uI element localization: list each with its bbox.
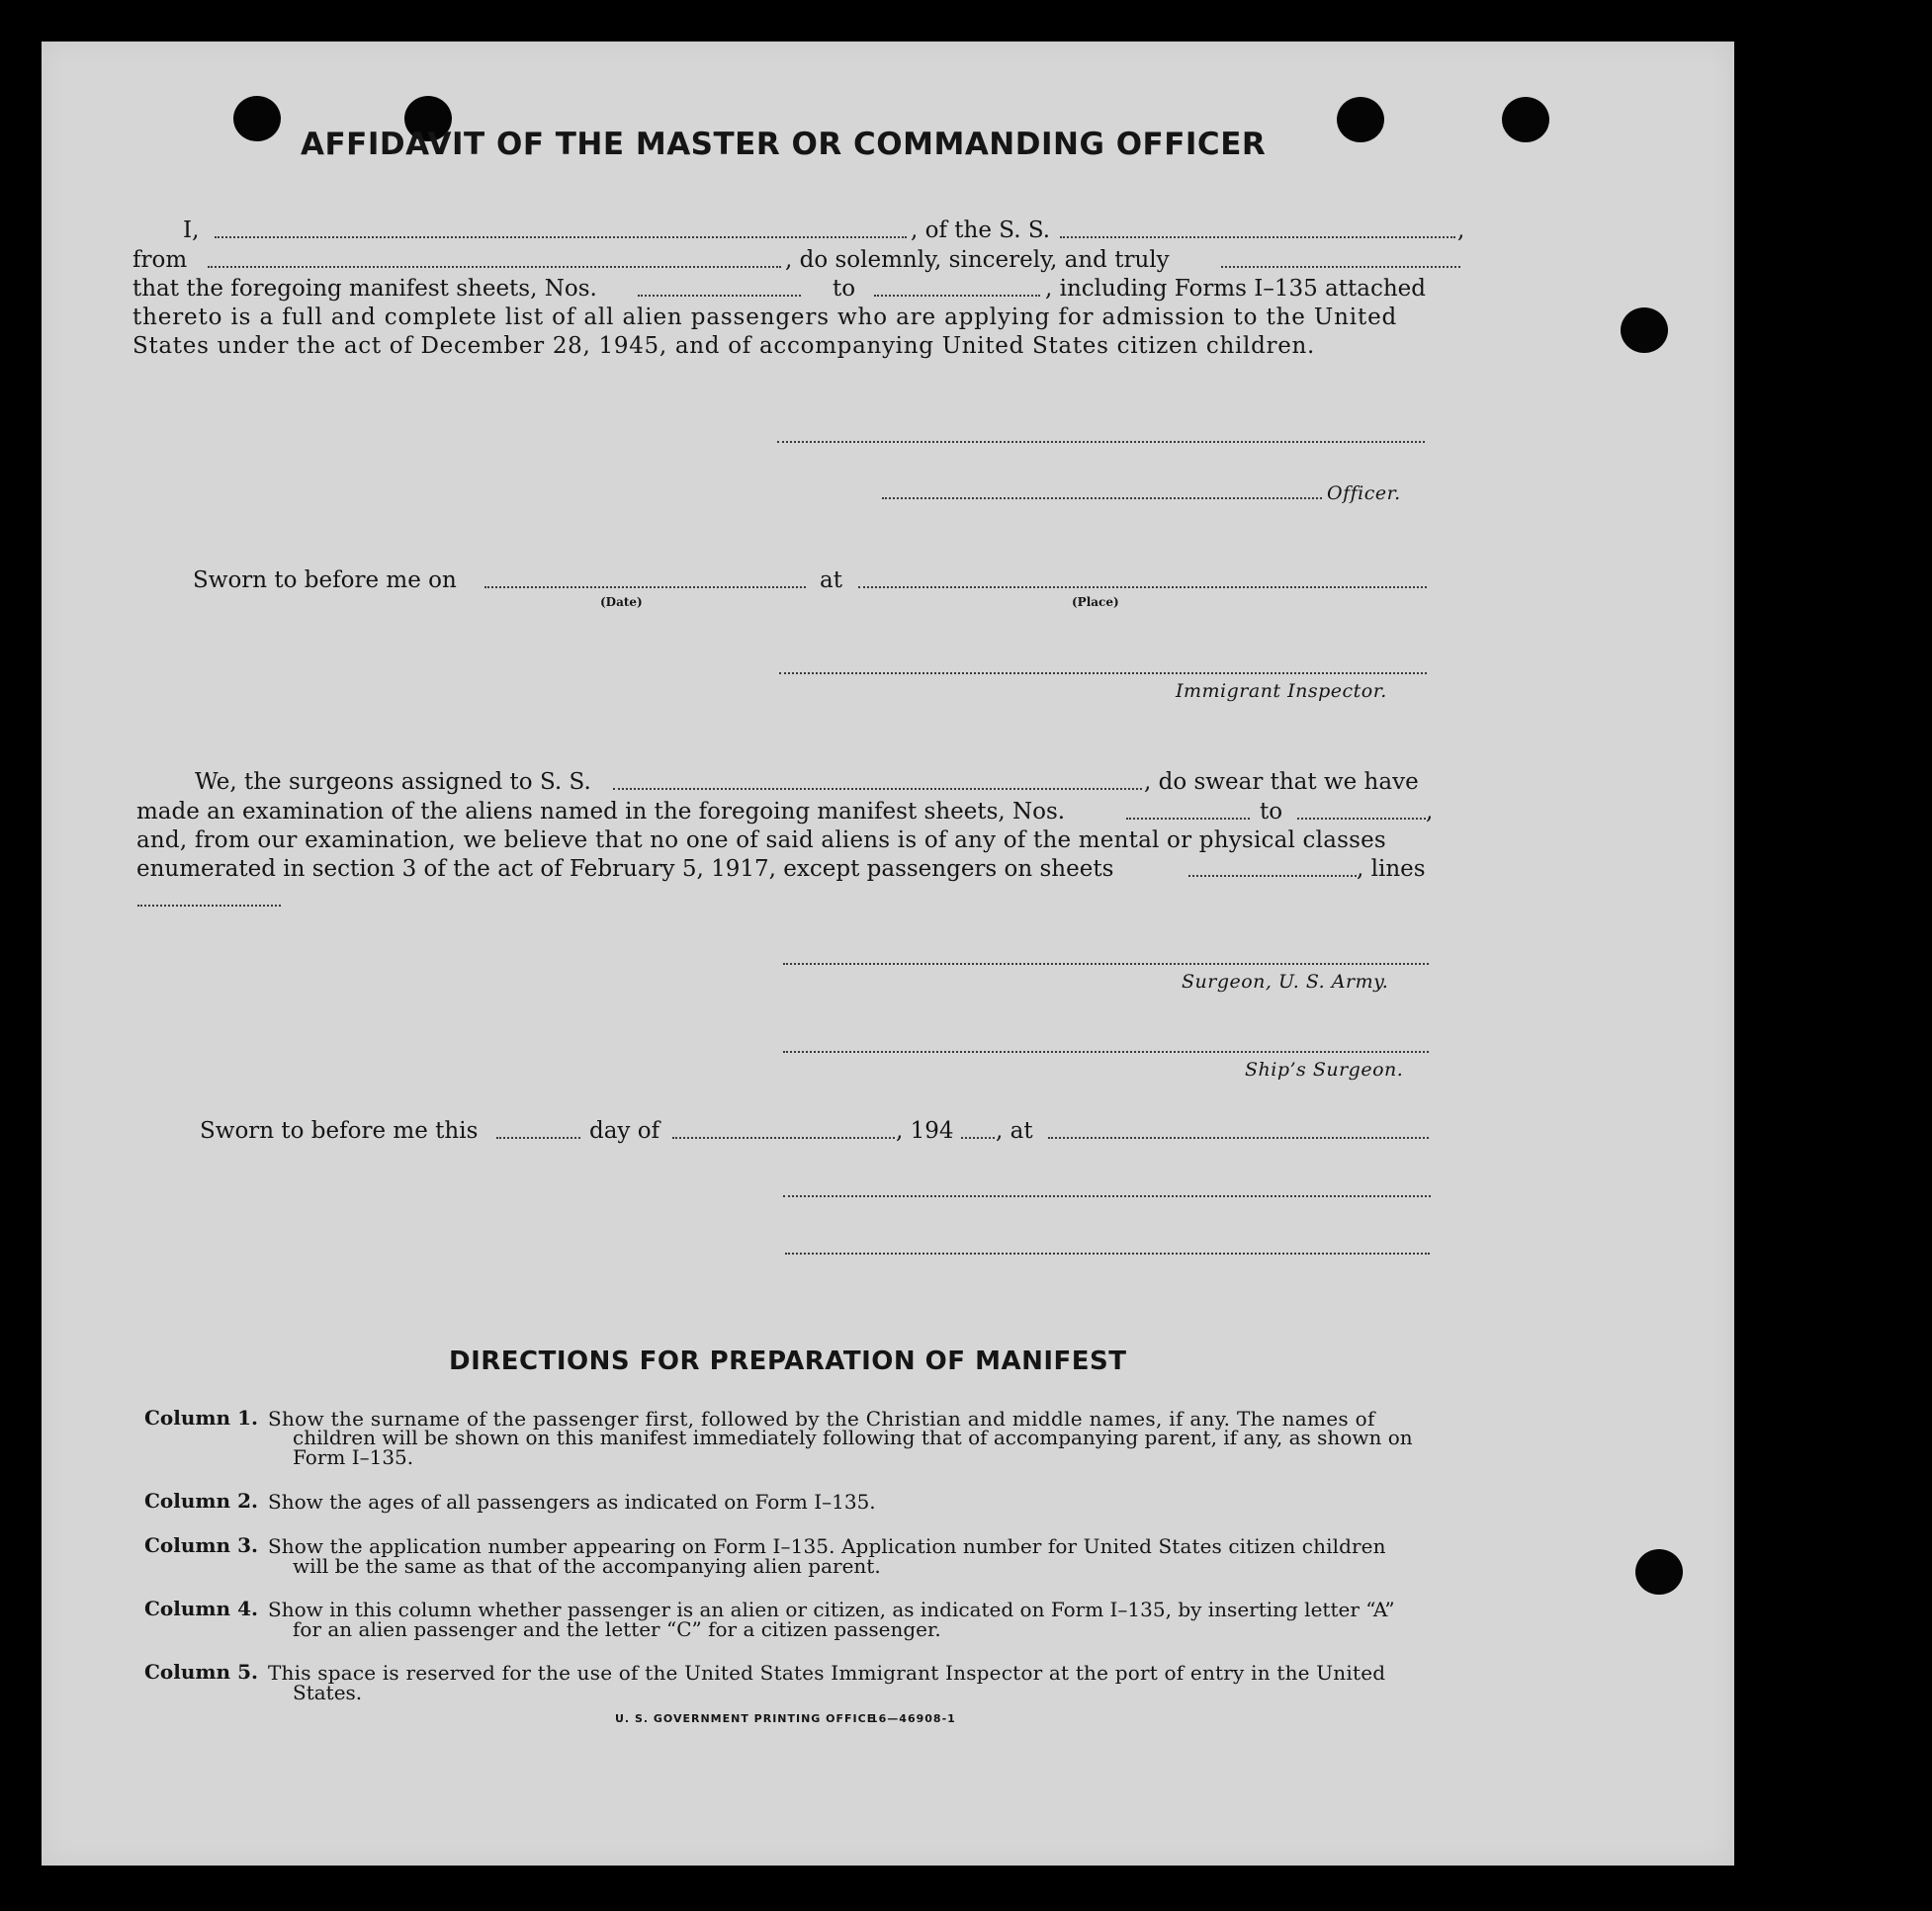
text-at: at: [820, 567, 842, 593]
form-sheet: [42, 42, 1734, 1866]
blank-sworn-date[interactable]: [484, 586, 806, 588]
text-to: to: [833, 276, 856, 302]
blank-exam-sheets-to[interactable]: [1297, 818, 1426, 820]
text-no-aliens: and, from our examination, we believe that no one of said aliens is of any of the mental or physical classes: [136, 827, 1386, 853]
ship-surgeon-signature-line[interactable]: [783, 1051, 1429, 1053]
official-signature-line[interactable]: [783, 1195, 1431, 1197]
column-5-cont: States.: [293, 1681, 363, 1704]
text-day-of: day of: [589, 1118, 660, 1144]
column-1-cont: children will be shown on this manifest immediately following that of accompanying parent, if any, as shown on Form I–135.: [293, 1426, 1413, 1469]
official-title-line[interactable]: [785, 1253, 1430, 1255]
blank-master-name[interactable]: [215, 236, 907, 238]
text-foregoing-sheets: that the foregoing manifest sheets, Nos.: [132, 276, 597, 302]
text-sworn-on: Sworn to before me on: [193, 567, 457, 593]
column-5-label: Column 5.: [144, 1660, 258, 1684]
text-from: from: [132, 247, 188, 273]
officer-signature-line[interactable]: [777, 441, 1425, 443]
column-3-cont: will be the same as that of the accompanying alien parent.: [293, 1554, 881, 1578]
text-year-prefix: , 194: [896, 1118, 954, 1144]
ship-surgeon-label: Ship’s Surgeon.: [1245, 1059, 1404, 1081]
inspector-label: Immigrant Inspector.: [1176, 680, 1387, 702]
punch-hole: [1337, 97, 1384, 142]
printing-office: U. S. GOVERNMENT PRINTING OFFICE: [615, 1712, 876, 1725]
blank-year-digit[interactable]: [961, 1137, 995, 1139]
blank-lines[interactable]: [137, 905, 281, 907]
directions-title: DIRECTIONS FOR PREPARATION OF MANIFEST: [449, 1346, 1127, 1376]
army-surgeon-label: Surgeon, U. S. Army.: [1182, 971, 1389, 993]
blank-sworn-place[interactable]: [858, 586, 1427, 588]
punch-hole: [1502, 97, 1549, 142]
army-surgeon-signature-line[interactable]: [783, 963, 1429, 965]
text-sworn-this: Sworn to before me this: [200, 1118, 479, 1144]
blank-ship-name[interactable]: [1060, 236, 1455, 238]
column-2-label: Column 2.: [144, 1489, 258, 1513]
text-at-2: , at: [996, 1118, 1033, 1144]
blank-sheets-to[interactable]: [874, 295, 1040, 297]
punch-hole: [1621, 307, 1668, 353]
punch-hole: [233, 96, 281, 141]
text-comma: ,: [1457, 217, 1465, 243]
column-4-text: Show in this column whether passenger is an alien or citizen, as indicated on Form I–135, by inserting letter “A”: [268, 1598, 1395, 1621]
blank-month[interactable]: [672, 1137, 895, 1139]
column-3-label: Column 3.: [144, 1533, 258, 1557]
text-lines: , lines: [1357, 856, 1426, 882]
punch-hole: [1635, 1549, 1683, 1595]
text-surgeons-assigned: We, the surgeons assigned to S. S.: [195, 769, 591, 795]
blank-oath[interactable]: [1221, 266, 1460, 268]
blank-exam-sheets-from[interactable]: [1126, 818, 1250, 820]
blank-day[interactable]: [496, 1137, 580, 1139]
column-4-cont: for an alien passenger and the letter “C” for a citizen passenger.: [293, 1617, 941, 1641]
text-including-forms: , including Forms I–135 attached: [1045, 276, 1426, 302]
text-exam-to: to: [1260, 799, 1283, 825]
column-3-text: Show the application number appearing on Form I–135. Application number for United States citizen children: [268, 1534, 1386, 1558]
column-2-text: Show the ages of all passengers as indicated on Form I–135.: [268, 1490, 876, 1514]
column-1-label: Column 1.: [144, 1406, 258, 1430]
column-4-label: Column 4.: [144, 1597, 258, 1620]
text-exam-comma: ,: [1426, 799, 1434, 825]
caption-date: (Date): [600, 595, 643, 609]
officer-title-line[interactable]: [882, 497, 1322, 499]
inspector-signature-line[interactable]: [779, 672, 1427, 674]
text-examination: made an examination of the aliens named in the foregoing manifest sheets, Nos.: [136, 799, 1066, 825]
text-do-swear: , do swear that we have: [1144, 769, 1419, 795]
caption-place: (Place): [1072, 595, 1119, 609]
text-full-list: thereto is a full and complete list of all alien passengers who are applying for admission to the United: [132, 304, 1398, 330]
column-5-text: This space is reserved for the use of the United States Immigrant Inspector at the port of entry in the United: [268, 1661, 1386, 1685]
column-1-text: Show the surname of the passenger first, followed by the Christian and middle names, if any. The names of: [268, 1407, 1375, 1431]
text-of-ss: , of the S. S.: [911, 217, 1051, 243]
officer-label: Officer.: [1327, 482, 1401, 504]
blank-surgeon-ship[interactable]: [613, 788, 1142, 790]
affidavit-title: AFFIDAVIT OF THE MASTER OR COMMANDING OFFICER: [301, 127, 1267, 162]
blank-sheets-from[interactable]: [638, 295, 801, 297]
blank-except-sheets[interactable]: [1188, 875, 1357, 877]
blank-from-port[interactable]: [208, 266, 781, 268]
form-number: 16—46908-1: [870, 1712, 956, 1725]
text-i: I,: [183, 217, 200, 243]
text-section-3: enumerated in section 3 of the act of February 5, 1917, except passengers on sheets: [136, 856, 1114, 882]
text-act-1945: States under the act of December 28, 1945, and of accompanying United States citizen children.: [132, 333, 1316, 359]
text-do-solemnly: , do solemnly, sincerely, and truly: [785, 247, 1170, 273]
blank-sworn-place-2[interactable]: [1048, 1137, 1429, 1139]
